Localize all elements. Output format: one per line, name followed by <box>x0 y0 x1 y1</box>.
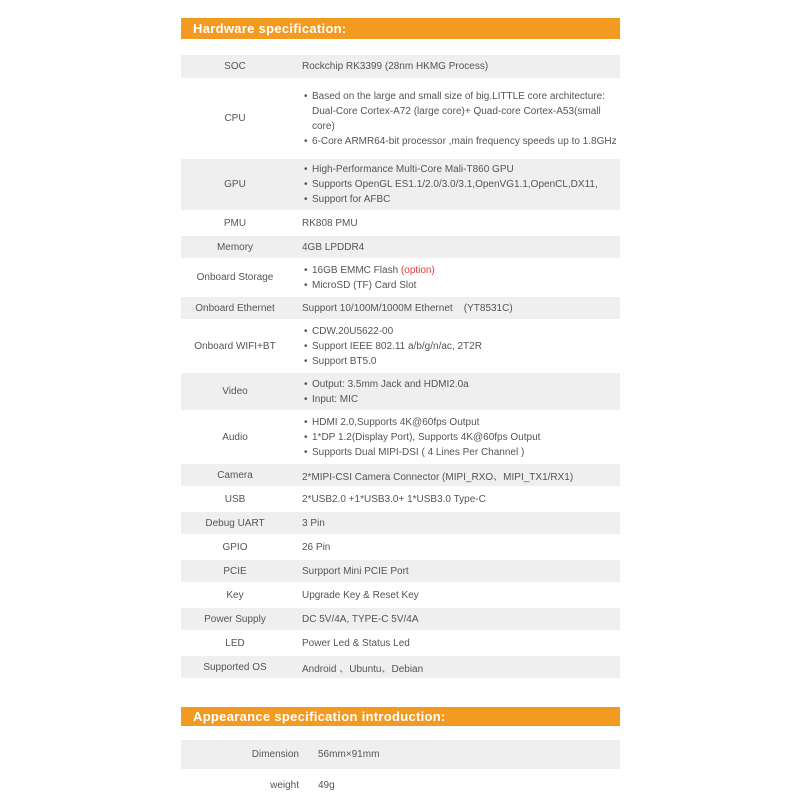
spec-label: Supported OS <box>181 655 289 679</box>
storage-list <box>302 263 620 293</box>
spec-label: Key <box>181 583 289 607</box>
video-list <box>302 377 620 407</box>
list-item: • 6-Core ARMR64-bit processor ,main frequency speeds up to 1.8GHz <box>302 134 620 149</box>
list-item: • Support BT5.0 <box>302 354 620 369</box>
spec-label: LED <box>181 631 289 655</box>
spec-value: 56mm×91mm <box>303 740 620 770</box>
list-item: • High-Performance Multi-Core Mali-T860 GPU <box>302 162 620 177</box>
storage-item-text: 16GB EMMC Flash <box>312 264 401 276</box>
option-note: (option) <box>400 264 435 276</box>
gpu-list <box>302 162 620 207</box>
spec-value: 2*USB2.0 +1*USB3.0+ 1*USB3.0 Type-C <box>289 487 620 511</box>
spec-row-cpu <box>181 79 620 158</box>
appearance-spec-header: Appearance specification introduction: <box>181 707 620 726</box>
spec-label: Memory <box>181 235 289 259</box>
list-item: • Output: 3.5mm Jack and HDMI2.0a <box>302 377 620 392</box>
wifi-list <box>302 324 620 369</box>
spec-value: Support 10/100M/1000M Ethernet (YT8531C) <box>289 296 620 320</box>
spec-value: Power Led & Status Led <box>289 631 620 655</box>
spec-label: SOC <box>181 55 289 79</box>
spec-row-debug-uart <box>181 511 620 535</box>
spec-row-key <box>181 583 620 607</box>
spec-row-wifi <box>181 320 620 372</box>
list-item: • CDW.20U5622-00 <box>302 324 620 339</box>
spec-label: CPU <box>181 79 289 158</box>
spec-label: PCIE <box>181 559 289 583</box>
spec-value: Surpport Mini PCIE Port <box>289 559 620 583</box>
spec-row-weight <box>181 770 620 800</box>
spec-value: DC 5V/4A, TYPE-C 5V/4A <box>289 607 620 631</box>
cpu-list <box>302 89 620 149</box>
spec-row-dimension <box>181 740 620 770</box>
spec-label: Camera <box>181 463 289 487</box>
list-item: • MicroSD (TF) Card Slot <box>302 278 620 293</box>
spec-value: 3 Pin <box>289 511 620 535</box>
list-item: • Supports Dual MIPI-DSI ( 4 Lines Per Channel ) <box>302 445 620 460</box>
audio-list <box>302 415 620 460</box>
spec-value: Upgrade Key & Reset Key <box>289 583 620 607</box>
spec-label: GPU <box>181 158 289 211</box>
spec-row-storage <box>181 259 620 296</box>
list-item: • HDMI 2.0,Supports 4K@60fps Output <box>302 415 620 430</box>
spec-label: Onboard Ethernet <box>181 296 289 320</box>
spec-row-pmu <box>181 211 620 235</box>
spec-row-soc <box>181 55 620 79</box>
spec-row-gpu <box>181 158 620 211</box>
spec-row-supported-os <box>181 655 620 679</box>
spec-row-led <box>181 631 620 655</box>
list-item: • 1*DP 1.2(Display Port), Supports 4K@60fps Output <box>302 430 620 445</box>
spec-row-pcie <box>181 559 620 583</box>
spec-row-video <box>181 372 620 411</box>
list-item: • Input: MIC <box>302 392 620 407</box>
spec-label: Debug UART <box>181 511 289 535</box>
spec-label: weight <box>181 770 303 800</box>
spec-label: GPIO <box>181 535 289 559</box>
spec-value: 26 Pin <box>289 535 620 559</box>
spec-value: 2*MIPI-CSI Camera Connector (MIPI_RXO、MIPI_TX1/RX1) <box>289 463 620 487</box>
spec-row-camera <box>181 463 620 487</box>
spec-value: Rockchip RK3399 (28nm HKMG Process) <box>289 55 620 79</box>
list-item: • Support for AFBC <box>302 192 620 207</box>
spec-label: USB <box>181 487 289 511</box>
spec-value: RK808 PMU <box>289 211 620 235</box>
spec-row-power-supply <box>181 607 620 631</box>
spec-label: Video <box>181 372 289 411</box>
spec-row-audio <box>181 411 620 463</box>
spec-row-ethernet <box>181 296 620 320</box>
hardware-spec-header: Hardware specification: <box>181 18 620 39</box>
spec-row-gpio <box>181 535 620 559</box>
appearance-spec-table <box>181 740 620 801</box>
spec-label: PMU <box>181 211 289 235</box>
hardware-spec-table <box>181 55 620 680</box>
spec-label: Audio <box>181 411 289 463</box>
spec-label: Power Supply <box>181 607 289 631</box>
spec-label: Onboard Storage <box>181 259 289 296</box>
spec-label: Onboard WIFI+BT <box>181 320 289 372</box>
spec-row-memory <box>181 235 620 259</box>
spec-row-usb <box>181 487 620 511</box>
list-item: • Support IEEE 802.11 a/b/g/n/ac, 2T2R <box>302 339 620 354</box>
list-item: • Supports OpenGL ES1.1/2.0/3.0/3.1,OpenVG1.1,OpenCL,DX11, <box>302 177 620 192</box>
spec-value: Android 、Ubuntu、Debian <box>289 655 620 679</box>
spec-value: 4GB LPDDR4 <box>289 235 620 259</box>
list-item <box>302 263 620 278</box>
spec-label: Dimension <box>181 740 303 770</box>
list-item: • Based on the large and small size of big.LITTLE core architecture: Dual-Core Cortex-A72 (large core)+ Quad-core Cortex-A53(small core) <box>302 89 620 134</box>
spec-value: 49g <box>303 770 620 800</box>
